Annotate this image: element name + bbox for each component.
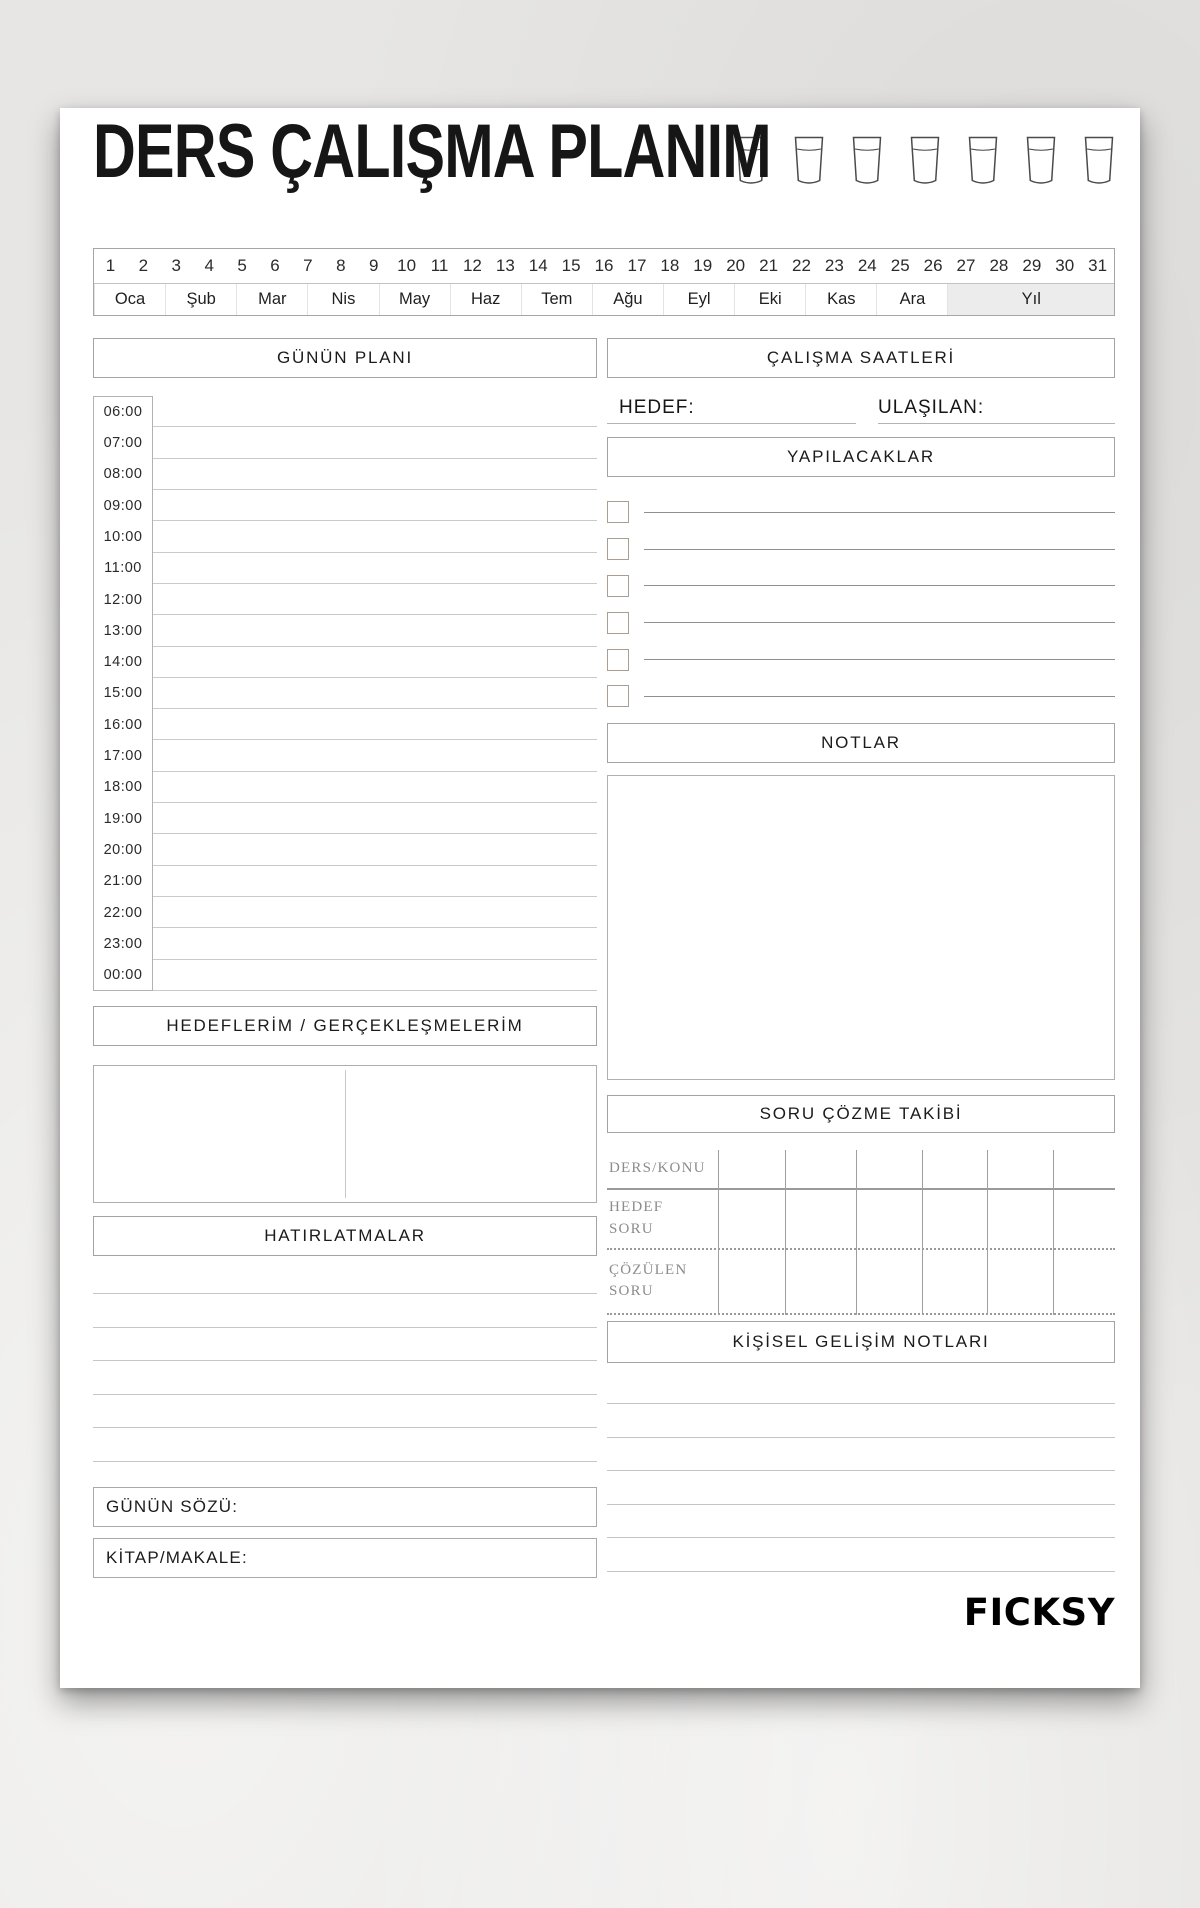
month-cell: Mar <box>236 284 307 315</box>
time-write-line <box>153 490 597 521</box>
time-write-line <box>153 834 597 865</box>
time-label: 09:00 <box>103 497 143 514</box>
personal-note-line <box>607 1505 1115 1539</box>
personal-note-line <box>607 1438 1115 1472</box>
time-row <box>93 960 597 991</box>
time-row <box>93 803 597 834</box>
page-title: DERS ÇALIŞMA PLANIM <box>93 109 771 194</box>
day-number-cell: 25 <box>890 256 910 275</box>
water-glass-icon <box>1025 136 1057 186</box>
water-glass-icon <box>1083 136 1115 186</box>
question-table <box>607 1150 1115 1315</box>
todo-write-line <box>644 585 1115 586</box>
time-label: 13:00 <box>103 622 143 639</box>
todo-write-line <box>644 512 1115 513</box>
day-plan-time-grid <box>93 396 597 991</box>
time-row <box>93 897 597 928</box>
todo-row <box>607 531 1115 568</box>
reminder-line <box>93 1395 597 1429</box>
todo-checkbox[interactable] <box>607 538 629 560</box>
book-box <box>93 1538 597 1578</box>
time-label: 08:00 <box>103 466 143 483</box>
day-number-cell: 27 <box>956 256 976 275</box>
todo-row <box>607 641 1115 678</box>
time-label: 11:00 <box>104 560 142 577</box>
brand-logo: FICKSY <box>963 1590 1115 1634</box>
day-number-cell: 5 <box>237 256 247 275</box>
time-row <box>93 584 597 615</box>
notes-box <box>607 775 1115 1080</box>
reminder-line <box>93 1428 597 1462</box>
day-number-cell: 15 <box>561 256 581 275</box>
months-list <box>94 284 947 315</box>
time-write-line <box>153 740 597 771</box>
time-write-line <box>153 678 597 709</box>
year-cell: Yıl <box>947 284 1114 315</box>
day-number-cell: 18 <box>660 256 680 275</box>
todo-checkbox[interactable] <box>607 685 629 707</box>
personal-note-line <box>607 1371 1115 1405</box>
day-number-cell: 8 <box>336 256 346 275</box>
question-table-vline <box>856 1150 857 1315</box>
day-number-cell: 2 <box>138 256 149 275</box>
question-row-label: HEDEF SORU <box>609 1199 664 1237</box>
time-label: 19:00 <box>103 810 143 827</box>
water-glass-icon <box>967 136 999 186</box>
time-label: 12:00 <box>103 591 143 608</box>
time-row <box>93 709 597 740</box>
todo-checkbox[interactable] <box>607 649 629 671</box>
todo-checkbox[interactable] <box>607 501 629 523</box>
time-row <box>93 521 597 552</box>
question-table-row <box>607 1150 1115 1190</box>
month-cell: Kas <box>805 284 876 315</box>
reminder-line <box>93 1328 597 1362</box>
title-row <box>93 108 1115 194</box>
reminder-line <box>93 1261 597 1295</box>
time-row <box>93 647 597 678</box>
reminders-lines <box>93 1261 597 1462</box>
time-row <box>93 866 597 897</box>
time-label: 17:00 <box>103 748 143 765</box>
question-table-vline <box>987 1150 988 1315</box>
todo-row <box>607 494 1115 531</box>
time-label: 22:00 <box>103 904 143 921</box>
water-tracker <box>733 136 1115 190</box>
day-number-cell: 24 <box>857 256 877 275</box>
todo-write-line <box>644 696 1115 697</box>
time-label: 07:00 <box>103 434 143 451</box>
reminders-header: HATIRLATMALAR <box>93 1216 597 1256</box>
day-number-cell: 23 <box>824 256 844 275</box>
month-cell: May <box>379 284 450 315</box>
day-number-cell: 3 <box>171 256 181 275</box>
question-table-vline <box>1053 1150 1054 1315</box>
study-planner-page <box>60 108 1140 1688</box>
time-write-line <box>153 897 597 928</box>
reminder-line <box>93 1361 597 1395</box>
question-row-label: DERS/KONU <box>609 1159 706 1176</box>
personal-note-line <box>607 1471 1115 1505</box>
time-write-line <box>153 553 597 584</box>
question-table-vline <box>785 1150 786 1315</box>
todo-checkbox[interactable] <box>607 575 629 597</box>
day-number-cell: 19 <box>693 256 713 275</box>
day-numbers-row <box>94 249 1114 283</box>
time-write-line <box>153 615 597 646</box>
time-write-line <box>153 427 597 458</box>
day-number-cell: 10 <box>397 256 417 275</box>
month-cell: Haz <box>450 284 521 315</box>
right-column <box>607 338 1115 1634</box>
time-row <box>93 678 597 709</box>
day-number-cell: 29 <box>1022 256 1042 275</box>
month-cell: Eki <box>734 284 805 315</box>
time-write-line <box>153 396 597 427</box>
month-cell: Tem <box>521 284 592 315</box>
time-write-line <box>153 772 597 803</box>
time-label: 16:00 <box>103 716 143 733</box>
water-glass-icon <box>909 136 941 186</box>
day-number-cell: 12 <box>462 256 482 275</box>
month-cell: Oca <box>94 284 165 315</box>
time-label: 21:00 <box>103 873 143 890</box>
question-table-vline <box>718 1150 719 1315</box>
time-label: 06:00 <box>103 403 143 420</box>
personal-development-header: KİŞİSEL GELİŞİM NOTLARI <box>607 1321 1115 1363</box>
time-write-line <box>153 803 597 834</box>
day-number-cell: 30 <box>1055 256 1075 275</box>
reminder-line <box>93 1294 597 1328</box>
time-row <box>93 928 597 959</box>
quote-box <box>93 1487 597 1527</box>
time-label: 23:00 <box>103 935 143 952</box>
time-row <box>93 772 597 803</box>
time-row <box>93 553 597 584</box>
time-label: 14:00 <box>103 654 143 671</box>
quote-label: GÜNÜN SÖZÜ: <box>106 1496 239 1516</box>
day-number-cell: 4 <box>204 256 214 275</box>
day-number-cell: 13 <box>495 256 515 275</box>
target-label: HEDEF: <box>619 397 695 418</box>
question-table-row <box>607 1250 1115 1315</box>
todo-write-line <box>644 622 1115 623</box>
question-table-vline <box>922 1150 923 1315</box>
todo-write-line <box>644 659 1115 660</box>
book-label: KİTAP/MAKALE: <box>106 1547 248 1567</box>
goals-cell-right <box>346 1066 597 1202</box>
time-write-line <box>153 521 597 552</box>
time-row <box>93 427 597 458</box>
day-number-cell: 11 <box>430 256 449 275</box>
todo-row <box>607 678 1115 715</box>
achieved-field <box>878 391 1115 424</box>
time-row <box>93 740 597 771</box>
goals-split-box <box>93 1065 597 1203</box>
personal-note-line <box>607 1538 1115 1572</box>
date-strip <box>93 248 1115 316</box>
time-label: 20:00 <box>103 842 143 859</box>
time-row <box>93 490 597 521</box>
day-plan-header: GÜNÜN PLANI <box>93 338 597 378</box>
day-number-cell: 21 <box>759 256 779 275</box>
months-row <box>94 283 1114 315</box>
time-write-line <box>153 928 597 959</box>
day-number-cell: 28 <box>989 256 1009 275</box>
month-cell: Ara <box>876 284 947 315</box>
time-label: 15:00 <box>103 685 143 702</box>
goals-cell-left <box>94 1066 345 1202</box>
time-write-line <box>153 647 597 678</box>
day-number-cell: 14 <box>528 256 548 275</box>
day-number-cell: 31 <box>1088 256 1108 275</box>
time-row <box>93 459 597 490</box>
time-label: 10:00 <box>103 528 143 545</box>
todo-row <box>607 568 1115 605</box>
day-number-cell: 22 <box>792 256 811 275</box>
todos-header: YAPILACAKLAR <box>607 437 1115 477</box>
planner-columns <box>93 338 1115 1634</box>
time-label: 18:00 <box>103 779 143 796</box>
water-glass-icon <box>851 136 883 186</box>
month-cell: Ağu <box>592 284 663 315</box>
day-number-cell: 9 <box>368 256 379 275</box>
page-title-wrap <box>93 109 771 194</box>
time-write-line <box>153 709 597 740</box>
left-column <box>93 338 597 1631</box>
question-tracking-header: SORU ÇÖZME TAKİBİ <box>607 1095 1115 1133</box>
study-hours-targets <box>607 391 1115 424</box>
personal-development-lines <box>607 1371 1115 1572</box>
day-number-cell: 7 <box>303 256 313 275</box>
time-write-line <box>153 584 597 615</box>
personal-note-line <box>607 1404 1115 1438</box>
notes-header: NOTLAR <box>607 723 1115 763</box>
day-number-cell: 17 <box>627 256 647 275</box>
month-cell: Şub <box>165 284 236 315</box>
time-write-line <box>153 866 597 897</box>
time-label: 00:00 <box>103 967 143 984</box>
todo-row <box>607 604 1115 641</box>
todo-write-line <box>644 549 1115 550</box>
day-number-cell: 26 <box>923 256 943 275</box>
question-table-row <box>607 1190 1115 1250</box>
water-glass-icon <box>793 136 825 186</box>
todo-list <box>607 494 1115 715</box>
month-cell: Nis <box>307 284 378 315</box>
time-write-line <box>153 459 597 490</box>
time-write-line <box>153 960 597 991</box>
goals-header: HEDEFLERİM / GERÇEKLEŞMELERİM <box>93 1006 597 1046</box>
study-hours-header: ÇALIŞMA SAATLERİ <box>607 338 1115 378</box>
month-cell: Eyl <box>663 284 734 315</box>
achieved-label: ULAŞILAN: <box>878 397 985 418</box>
day-number-cell: 16 <box>594 256 614 275</box>
todo-checkbox[interactable] <box>607 612 629 634</box>
day-number-cell: 20 <box>726 256 746 275</box>
time-row <box>93 615 597 646</box>
day-number-cell: 1 <box>105 256 116 275</box>
question-row-label: ÇÖZÜLEN SORU <box>609 1261 688 1300</box>
time-row <box>93 396 597 427</box>
target-field <box>607 391 856 424</box>
day-number-cell: 6 <box>270 256 280 275</box>
time-row <box>93 834 597 865</box>
